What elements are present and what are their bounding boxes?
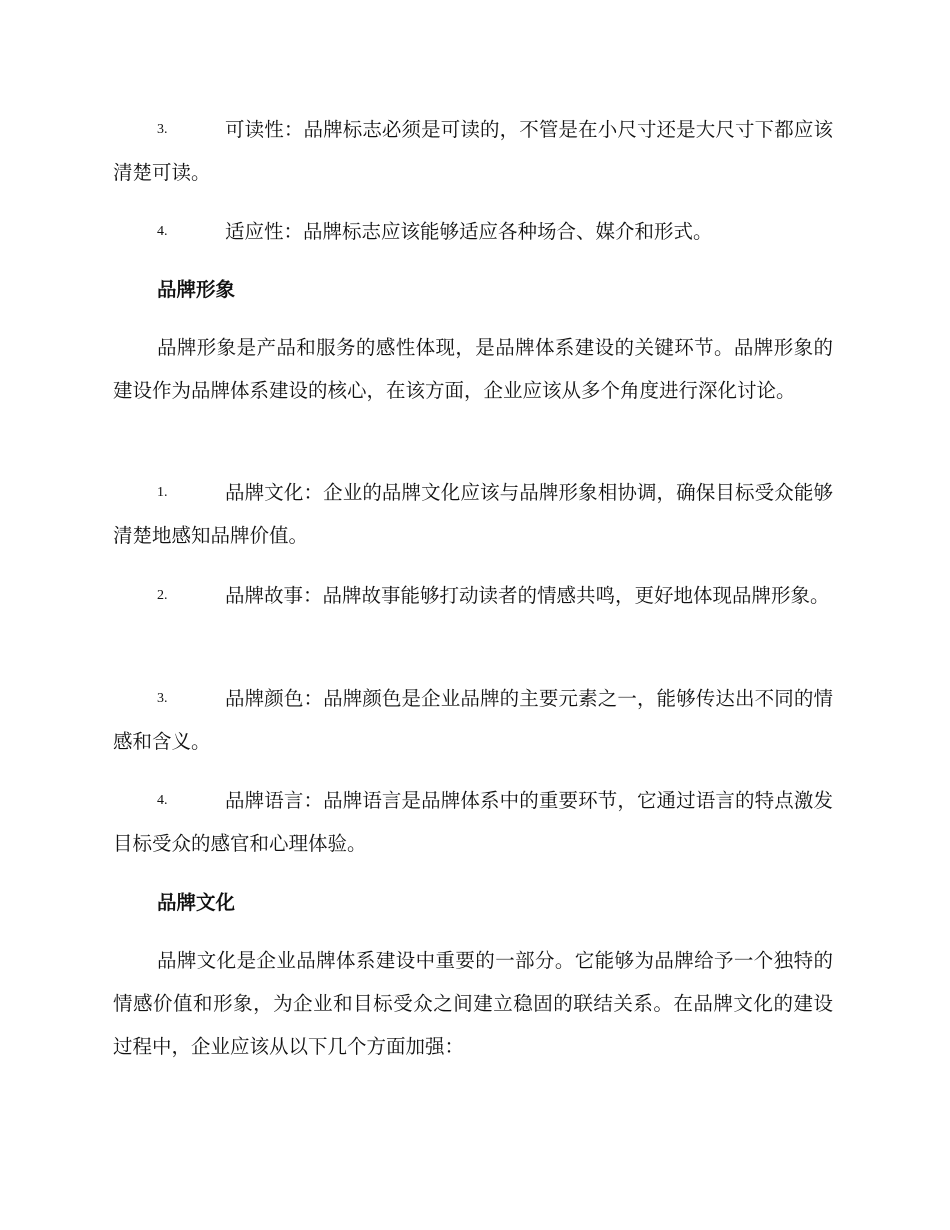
list-item-text: 品牌文化：企业的品牌文化应该与品牌形象相协调，确保目标受众能够清楚地感知品牌价值。: [113, 481, 833, 547]
list-item-text: 可读性：品牌标志必须是可读的，不管是在小尺寸还是大尺寸下都应该清楚可读。: [113, 118, 833, 184]
body-paragraph: 品牌形象是产品和服务的感性体现，是品牌体系建设的关键环节。品牌形象的建设作为品牌体系建设的核心，在该方面，企业应该从多个角度进行深化讨论。: [113, 336, 833, 402]
list-item-text: 品牌故事：品牌故事能够打动读者的情感共鸣，更好地体现品牌形象。: [225, 584, 830, 607]
list-number: 4.: [157, 793, 168, 808]
list-number: 3.: [157, 122, 168, 137]
list-number: 3.: [157, 691, 168, 706]
section-heading: 品牌文化: [157, 891, 236, 914]
list-item-text: 品牌语言：品牌语言是品牌体系中的重要环节，它通过语言的特点激发目标受众的感官和心理体验。: [113, 789, 833, 855]
section-heading: 品牌形象: [157, 278, 236, 301]
list-number: 4.: [157, 224, 168, 239]
list-number: 1.: [157, 485, 168, 500]
body-paragraph: 品牌文化是企业品牌体系建设中重要的一部分。它能够为品牌给予一个独特的情感价值和形象，为企业和目标受众之间建立稳固的联结关系。在品牌文化的建设过程中，企业应该从以下几个方面加强：: [113, 949, 833, 1058]
list-number: 2.: [157, 588, 168, 603]
list-item-text: 适应性：品牌标志应该能够适应各种场合、媒介和形式。: [225, 220, 713, 243]
list-item-text: 品牌颜色：品牌颜色是企业品牌的主要元素之一，能够传达出不同的情感和含义。: [113, 687, 833, 753]
